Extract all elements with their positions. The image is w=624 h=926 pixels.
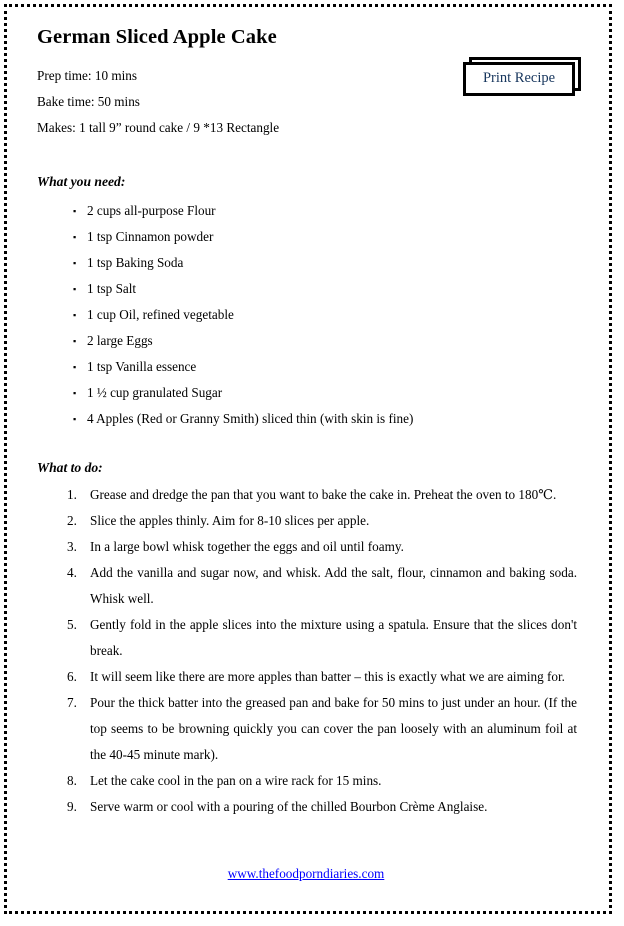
square-bullet-icon: ▪ (73, 205, 77, 216)
step-text: Grease and dredge the pan that you want to bake the cake in. Preheat the oven to 180℃. (90, 486, 557, 502)
step-number: 7. (67, 694, 77, 710)
print-button-label: Print Recipe (482, 70, 556, 86)
list-item (37, 508, 583, 534)
ingredient-text: 1 ½ cup granulated Sugar (87, 384, 223, 400)
step-text: It will seem like there are more apples than batter – this is exactly what we are aiming for. (90, 668, 565, 684)
step-text: Let the cake cool in the pan on a wire rack for 15 mins. (90, 772, 382, 788)
prep-time-line: Prep time: 10 mins (37, 67, 138, 83)
list-item (37, 198, 583, 224)
page-title: German Sliced Apple Cake (37, 26, 277, 48)
list-item (37, 768, 583, 794)
list-item (37, 276, 583, 302)
list-item (37, 224, 583, 250)
square-bullet-icon: ▪ (73, 283, 77, 294)
square-bullet-icon: ▪ (73, 413, 77, 424)
step-text: Add the vanilla and sugar now, and whisk. Add the salt, flour, cinnamon and baking soda. Whisk well. (90, 564, 577, 606)
ingredient-text: 1 tsp Cinnamon powder (87, 228, 214, 244)
steps-heading: What to do: (37, 459, 103, 475)
list-item (37, 794, 583, 820)
print-recipe-button[interactable] (463, 57, 581, 97)
list-item (37, 302, 583, 328)
makes-line: Makes: 1 tall 9” round cake / 9 *13 Rectangle (37, 119, 280, 135)
bake-time-line: Bake time: 50 mins (37, 93, 140, 109)
ingredient-text: 2 cups all-purpose Flour (87, 202, 216, 218)
ingredient-text: 1 tsp Baking Soda (87, 254, 184, 270)
square-bullet-icon: ▪ (73, 387, 77, 398)
step-number: 2. (67, 512, 77, 528)
steps-section (37, 482, 583, 820)
step-text: Serve warm or cool with a pouring of the chilled Bourbon Crème Anglaise. (90, 798, 488, 814)
ingredient-text: 1 cup Oil, refined vegetable (87, 306, 234, 322)
square-bullet-icon: ▪ (73, 231, 77, 242)
step-text: In a large bowl whisk together the eggs and oil until foamy. (90, 538, 404, 554)
list-item (37, 328, 583, 354)
ingredient-text: 2 large Eggs (87, 332, 153, 348)
list-item (37, 380, 583, 406)
step-number: 9. (67, 798, 77, 814)
step-text: Slice the apples thinly. Aim for 8-10 slices per apple. (90, 512, 370, 528)
ingredient-text: 4 Apples (Red or Granny Smith) sliced thin (with skin is fine) (87, 410, 414, 426)
list-item (37, 534, 583, 560)
step-list (37, 482, 583, 820)
step-number: 8. (67, 772, 77, 788)
list-item (37, 612, 583, 664)
ingredient-text: 1 tsp Vanilla essence (87, 358, 197, 374)
step-number: 5. (67, 616, 77, 632)
list-item (37, 406, 583, 432)
list-item (37, 250, 583, 276)
ingredient-list (37, 198, 583, 432)
square-bullet-icon: ▪ (73, 309, 77, 320)
step-number: 3. (67, 538, 77, 554)
step-number: 6. (67, 668, 77, 684)
ingredients-section (37, 198, 583, 432)
list-item (37, 354, 583, 380)
ingredient-text: 1 tsp Salt (87, 280, 137, 296)
ingredients-heading: What you need: (37, 173, 126, 189)
list-item (37, 560, 583, 612)
square-bullet-icon: ▪ (73, 361, 77, 372)
step-text: Pour the thick batter into the greased pan and bake for 50 mins to just under an hour. (If the top seems to be browning quickly you can cover the pan loosely with an aluminum foil at the 40-45 minute mark). (90, 694, 577, 762)
list-item (37, 664, 583, 690)
footer (7, 865, 609, 883)
step-number: 4. (67, 564, 77, 580)
step-text: Gently fold in the apple slices into the mixture using a spatula. Ensure that the slices don't break. (90, 616, 577, 658)
square-bullet-icon: ▪ (73, 335, 77, 346)
recipe-page (4, 4, 612, 914)
website-link[interactable]: www.thefoodporndiaries.com (227, 866, 385, 881)
step-number: 1. (67, 486, 77, 502)
square-bullet-icon: ▪ (73, 257, 77, 268)
page-content (7, 7, 609, 911)
list-item (37, 482, 583, 508)
list-item (37, 690, 583, 768)
